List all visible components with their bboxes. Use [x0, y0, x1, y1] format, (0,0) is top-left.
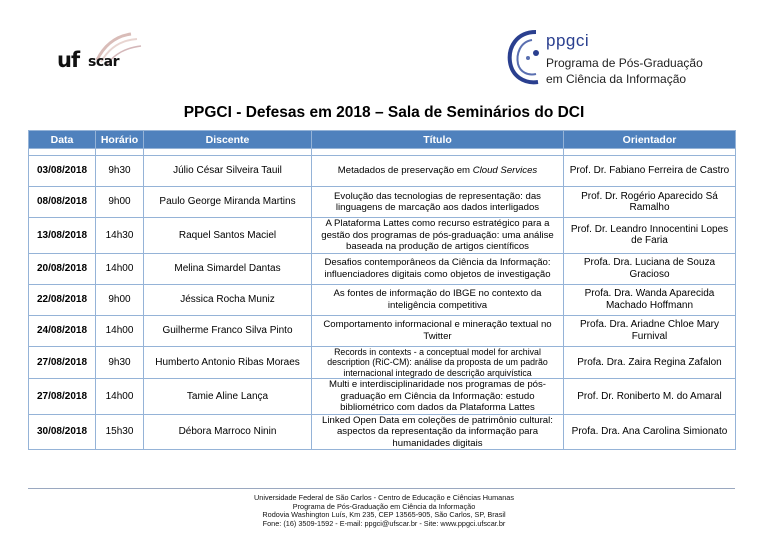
advisor-name: Prof. Dr. Leandro Innocentini Lopes de Faria	[564, 218, 736, 254]
thesis-title	[312, 315, 564, 346]
defense-time: 15h30	[96, 414, 144, 450]
thesis-title-text: Linked Open Data em coleções de patrimônio cultural: aspectos da representação da informação para humanidades digitais	[322, 414, 553, 449]
thesis-title	[312, 379, 564, 415]
defense-time: 9h00	[96, 284, 144, 315]
student-name: Melina Simardel Dantas	[144, 253, 312, 284]
student-name: Tamie Aline Lança	[144, 379, 312, 415]
defense-date: 13/08/2018	[29, 218, 96, 254]
student-name: Débora Marroco Ninin	[144, 414, 312, 450]
advisor-name: Prof. Dr. Fabiano Ferreira de Castro	[564, 156, 736, 187]
table-row	[29, 379, 736, 415]
spacer-cell	[96, 149, 144, 156]
ppgci-logo-line1: Programa de Pós-Graduação	[546, 56, 703, 70]
thesis-title-text: A Plataforma Lattes como recurso estratégico para a gestão dos programas de pós-graduação: uma análise baseada na produção de artigos científicos	[321, 218, 554, 252]
ufscar-logo-text-uf: uf	[57, 48, 80, 72]
student-name: Paulo George Miranda Martins	[144, 187, 312, 218]
defense-time: 9h00	[96, 187, 144, 218]
defense-date: 27/08/2018	[29, 346, 96, 379]
advisor-name: Prof. Dr. Roniberto M. do Amaral	[564, 379, 736, 415]
thesis-title-text: Records in contexts - a conceptual model for archival description (RiC-CM): análise da proposta de um padrão internacional integrado de descrição arquivística	[327, 346, 548, 378]
footer-line2: Programa de Pós-Graduação em Ciência da Informação	[292, 501, 476, 511]
defense-date: 24/08/2018	[29, 315, 96, 346]
row-spacer	[29, 149, 736, 156]
defense-date: 03/08/2018	[29, 156, 96, 187]
thesis-title-emphasis: Cloud Services	[472, 165, 538, 177]
ppgci-logo-line2: em Ciência da Informação	[546, 72, 687, 86]
footer-divider	[28, 488, 735, 489]
table-row	[29, 315, 736, 346]
defense-time: 9h30	[96, 346, 144, 379]
spacer-cell	[144, 149, 312, 156]
thesis-title	[312, 187, 564, 218]
column-header-titulo: Título	[312, 131, 564, 149]
spacer-cell	[564, 149, 736, 156]
advisor-name: Profa. Dra. Luciana de Souza Gracioso	[564, 253, 736, 284]
defense-date: 22/08/2018	[29, 284, 96, 315]
student-name: Júlio César Silveira Tauil	[144, 156, 312, 187]
table-row	[29, 218, 736, 254]
table-row	[29, 414, 736, 450]
thesis-title	[312, 156, 564, 187]
ufscar-logo	[55, 30, 145, 75]
advisor-name: Profa. Dra. Wanda Aparecida Machado Hoffmann	[564, 284, 736, 315]
table-row	[29, 346, 736, 379]
table-header-row	[29, 131, 736, 149]
column-header-data: Data	[29, 131, 96, 149]
defense-time: 9h30	[96, 156, 144, 187]
advisor-name: Prof. Dr. Rogério Aparecido Sá Ramalho	[564, 187, 736, 218]
advisor-name: Profa. Dra. Ariadne Chloe Mary Furnival	[564, 315, 736, 346]
table-row	[29, 253, 736, 284]
spacer-cell	[29, 149, 96, 156]
thesis-title-text: Evolução das tecnologias de representação: das linguagens de marcação aos dados interligados	[334, 190, 541, 213]
footer-line1: Universidade Federal de São Carlos - Centro de Educação e Ciências Humanas	[254, 493, 514, 502]
column-header-horario: Horário	[96, 131, 144, 149]
thesis-title-text: As fontes de informação do IBGE no contexto da inteligência competitiva	[333, 288, 542, 311]
defense-date: 27/08/2018	[29, 379, 96, 415]
defense-time: 14h30	[96, 218, 144, 254]
advisor-name: Profa. Dra. Ana Carolina Simionato	[564, 414, 736, 450]
column-header-orientador: Orientador	[564, 131, 736, 149]
footer-line3: Rodovia Washington Luís, Km 235, CEP 13565-905, São Carlos, SP, Brasil	[262, 510, 506, 520]
table-row	[29, 187, 736, 218]
ppgci-wordmark: ppgci	[546, 31, 590, 50]
page-title: PPGCI - Defesas em 2018 – Sala de Seminários do DCI	[183, 104, 585, 121]
table-row	[29, 284, 736, 315]
student-name: Raquel Santos Maciel	[144, 218, 312, 254]
footer-line4: Fone: (16) 3509-1592 - E-mail: ppgci@ufscar.br - Site: www.ppgci.ufscar.br	[262, 518, 506, 528]
table-row	[29, 156, 736, 187]
ppgci-logo	[506, 26, 706, 90]
thesis-title	[312, 253, 564, 284]
thesis-title-text: Multi e interdisciplinaridade nos programas de pós-graduação em Ciência da Informação: estudo bibliométrico com dados da Plataforma Lattes	[328, 379, 547, 413]
ppgci-arc-icon	[506, 26, 546, 90]
thesis-title-text: Metadados de preservação em	[337, 165, 473, 177]
student-name: Humberto Antonio Ribas Moraes	[144, 346, 312, 379]
thesis-title	[312, 284, 564, 315]
defense-date: 20/08/2018	[29, 253, 96, 284]
advisor-name: Profa. Dra. Zaira Regina Zafalon	[564, 346, 736, 379]
spacer-cell	[312, 149, 564, 156]
defense-date: 08/08/2018	[29, 187, 96, 218]
thesis-title	[312, 218, 564, 254]
student-name: Jéssica Rocha Muniz	[144, 284, 312, 315]
student-name: Guilherme Franco Silva Pinto	[144, 315, 312, 346]
thesis-title-text: Desafios contemporâneos da Ciência da Informação: influenciadores digitais como objetos de investigação	[324, 257, 551, 280]
thesis-title-text: Comportamento informacional e mineração textual no Twitter	[323, 319, 552, 342]
thesis-title	[312, 346, 564, 379]
footer	[0, 494, 768, 528]
defense-time: 14h00	[96, 253, 144, 284]
defense-date: 30/08/2018	[29, 414, 96, 450]
defense-schedule-table	[28, 130, 736, 450]
defense-time: 14h00	[96, 379, 144, 415]
thesis-title	[312, 414, 564, 450]
column-header-discente: Discente	[144, 131, 312, 149]
defense-time: 14h00	[96, 315, 144, 346]
ufscar-logo-text-scar: scar	[88, 54, 119, 70]
